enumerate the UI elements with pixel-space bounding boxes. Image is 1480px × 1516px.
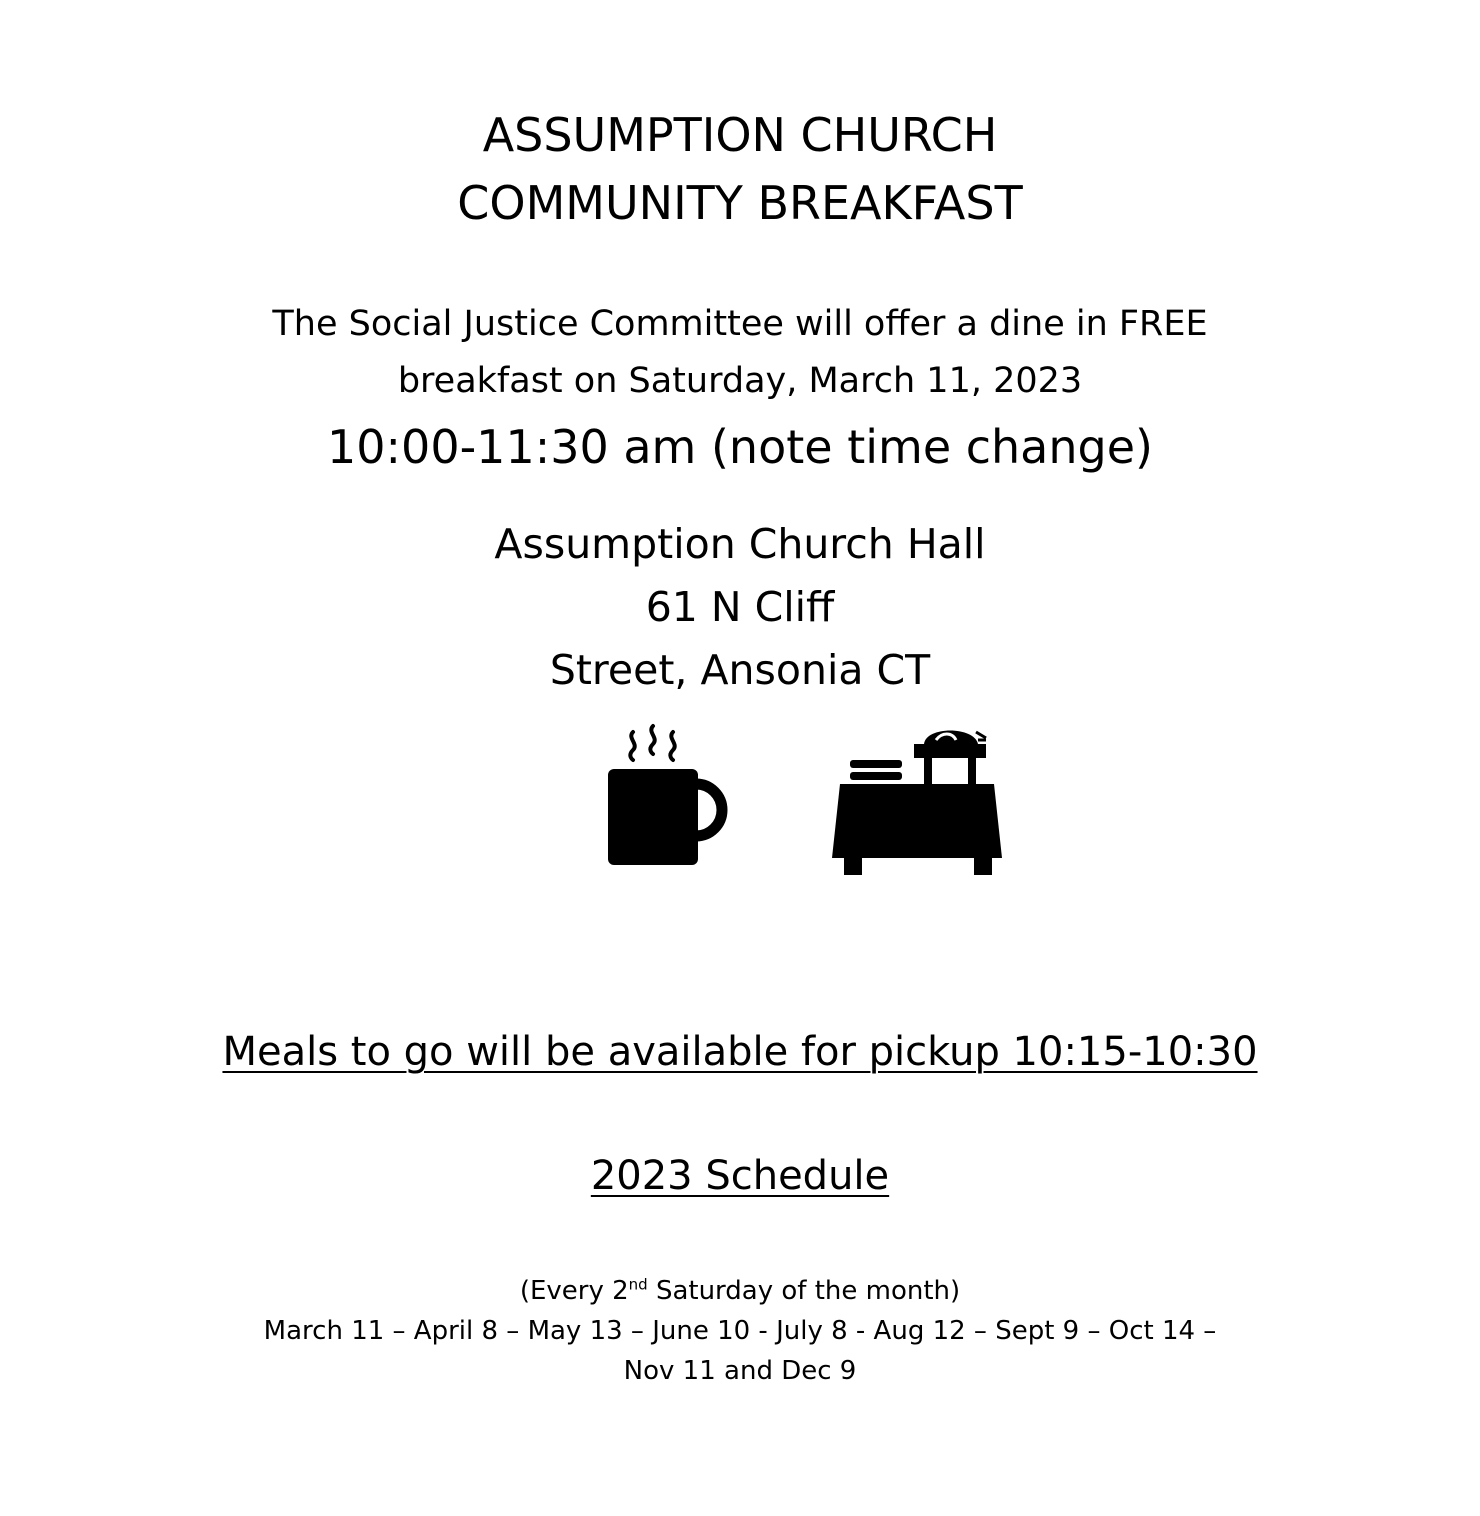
pickup-notice: Meals to go will be available for pickup 10:15-10:30 [222, 1029, 1258, 1075]
buffet-table-icon [828, 722, 1008, 878]
schedule-dates-line-2: Nov 11 and Dec 9 [623, 1356, 857, 1386]
title-line-1: ASSUMPTION CHURCH [482, 108, 998, 162]
intro-line-2: breakfast on Saturday, March 11, 2023 [397, 361, 1083, 401]
schedule-note [0, 1275, 1480, 1306]
venue-name: Assumption Church Hall [494, 520, 986, 568]
intro-line-1: The Social Justice Committee will offer a dine in FREE [272, 304, 1208, 344]
schedule-note-suffix: Saturday of the month) [647, 1276, 961, 1306]
schedule-note-ordinal: nd [628, 1275, 648, 1294]
venue-address-line-2: Street, Ansonia CT [549, 646, 931, 694]
coffee-mug-icon [600, 712, 730, 870]
schedule-dates-line-1: March 11 – April 8 – May 13 – June 10 - July 8 - Aug 12 – Sept 9 – Oct 14 – [263, 1316, 1217, 1346]
title-line-2: COMMUNITY BREAKFAST [457, 176, 1023, 230]
schedule-heading: 2023 Schedule [590, 1153, 890, 1199]
event-time: 10:00-11:30 am (note time change) [327, 420, 1153, 474]
schedule-note-prefix: (Every 2 [519, 1276, 629, 1306]
venue-address-line-1: 61 N Cliff [645, 583, 835, 631]
